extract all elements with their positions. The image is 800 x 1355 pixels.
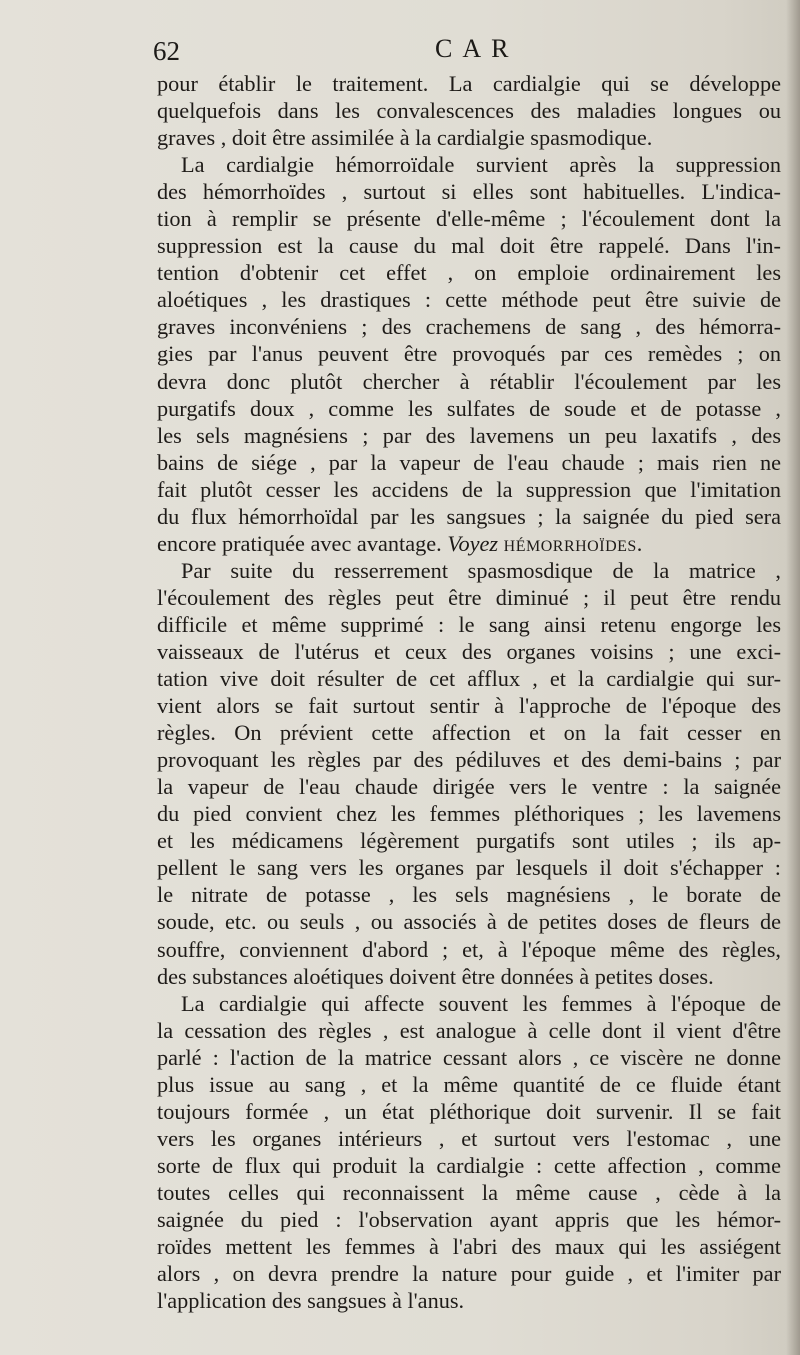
see-also-word: Voyez — [447, 530, 499, 556]
text-line: règles. On prévient cette affection et on la fait cesser en — [157, 720, 781, 746]
text-line: soude, etc. ou seuls , ou associés à de petites doses de fleurs de — [157, 909, 781, 935]
text-line: vers les organes intérieurs , et surtout vers l'estomac , une — [157, 1125, 781, 1151]
text-line: graves , doit être assimilée à la cardialgie spasmodique. — [157, 125, 653, 151]
text-line: les sels magnésiens ; par des lavemens un peu laxatifs , des — [157, 422, 781, 448]
paragraph-2 — [157, 151, 781, 557]
text-line: saignée du pied : l'observation ayant appris que les hémor- — [157, 1206, 781, 1232]
text-line: devra donc plutôt chercher à rétablir l'écoulement par les — [157, 368, 781, 394]
running-head — [150, 30, 782, 70]
text-line: du pied convient chez les femmes pléthoriques ; les lavemens — [157, 801, 781, 827]
text-line: gies par l'anus peuvent être provoqués par ces remèdes ; on — [157, 341, 781, 367]
text-line: la vapeur de l'eau chaude dirigée vers le ventre : la saignée — [157, 774, 781, 800]
text-line-see-also — [157, 530, 781, 557]
text-line: sorte de flux qui produit la cardialgie : cette affection , comme — [157, 1152, 781, 1178]
text-line: vient alors se fait surtout sentir à l'approche de l'époque des — [157, 693, 781, 719]
cross-reference: hémorrhoïdes. — [503, 530, 643, 556]
text-line: pour établir le traitement. La cardialgie qui se développe — [157, 71, 781, 96]
text-line: suppression est la cause du mal doit être rappelé. Dans l'in- — [157, 233, 781, 259]
text-line: bains de siége , par la vapeur de l'eau chaude ; mais rien ne — [157, 449, 781, 475]
closing-text: encore pratiquée avec avantage. — [157, 530, 442, 556]
text-line: difficile et même supprimé : le sang ainsi retenu engorge les — [157, 611, 781, 637]
text-line: tion à remplir se présente d'elle-même ; l'écoulement dont la — [157, 206, 781, 232]
text-line: La cardialgie qui affecte souvent les femmes à l'époque de — [181, 990, 781, 1016]
text-line: toutes celles qui reconnaissent la même cause , cède à la — [157, 1179, 781, 1205]
text-line: des hémorrhoïdes , surtout si elles sont habituelles. L'indica- — [157, 179, 781, 205]
text-line: aloétiques , les drastiques : cette méthode peut être suivie de — [157, 287, 781, 313]
text-line: alors , on devra prendre la nature pour guide , et l'imiter par — [157, 1261, 781, 1287]
page-number: 62 — [153, 36, 180, 66]
text-line: quelquefois dans les convalescences des maladies longues ou — [157, 98, 781, 124]
binding-shadow — [786, 0, 800, 1355]
text-line: toujours formée , un état pléthorique doit survenir. Il se fait — [157, 1098, 781, 1124]
text-line: roïdes mettent les femmes à l'abri des maux qui les assiégent — [157, 1234, 781, 1260]
paragraph-1 — [157, 70, 781, 151]
text-line: pellent le sang vers les organes par lesquels il doit s'échapper : — [157, 855, 781, 881]
text-line: l'application des sangsues à l'anus. — [157, 1288, 465, 1314]
text-line: souffre, conviennent d'abord ; et, à l'époque même des règles, — [157, 936, 781, 962]
text-line: Par suite du resserrement spasmosdique de la matrice , — [181, 557, 781, 583]
paragraph-3 — [157, 557, 781, 990]
text-line: vaisseaux de l'utérus et ceux des organes voisins ; une exci- — [157, 638, 781, 664]
text-line: provoquant les règles par des pédiluves et des demi-bains ; par — [157, 747, 781, 773]
text-line: parlé : l'action de la matrice cessant alors , ce viscère ne donne — [157, 1044, 781, 1070]
text-line: graves inconvéniens ; des crachemens de sang , des hémorra- — [157, 314, 781, 340]
text-line: tention d'obtenir cet effet , on emploie ordinairement les — [157, 260, 781, 286]
body-text — [157, 70, 781, 1314]
text-line: tation vive doit résulter de cet afflux , et la cardialgie qui sur- — [157, 666, 781, 692]
text-line: et les médicamens légèrement purgatifs sont utiles ; ils ap- — [157, 828, 781, 854]
text-line: plus issue au sang , et la même quantité de ce fluide étant — [157, 1071, 781, 1097]
text-line: du flux hémorrhoïdal par les sangsues ; la saignée du pied sera — [157, 503, 781, 529]
text-line: des substances aloétiques doivent être données à petites doses. — [157, 963, 714, 989]
running-title: CAR — [435, 34, 519, 63]
text-line: fait plutôt cesser les accidens de la suppression que l'imitation — [157, 476, 781, 502]
paragraph-4 — [157, 990, 781, 1315]
text-line: purgatifs doux , comme les sulfates de soude et de potasse , — [157, 395, 781, 421]
text-line: la cessation des règles , est analogue à celle dont il vient d'être — [157, 1017, 781, 1043]
text-line: le nitrate de potasse , les sels magnésiens , le borate de — [157, 882, 781, 908]
text-line: l'écoulement des règles peut être diminué ; il peut être rendu — [157, 584, 781, 610]
text-line: La cardialgie hémorroïdale survient après la suppression — [181, 152, 781, 178]
